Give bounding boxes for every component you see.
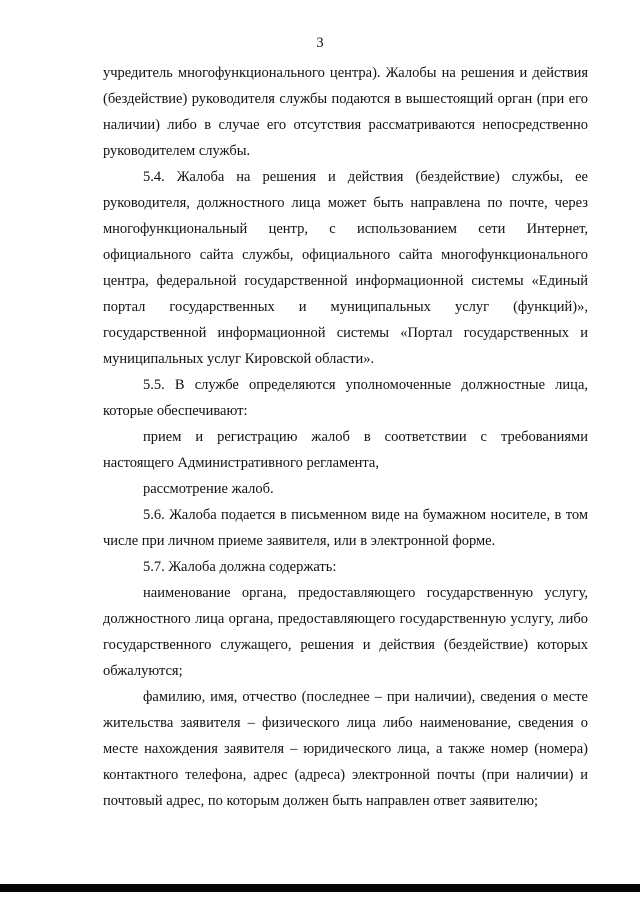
text-line: руководителем службы. bbox=[103, 143, 251, 159]
text-line: наименование органа, предоставляющего государственную услугу, bbox=[143, 585, 588, 601]
text-line: 5.4. Жалоба на решения и действия (бездействие) службы, ее bbox=[143, 169, 588, 185]
text-line: 5.7. Жалоба должна содержать: bbox=[143, 559, 337, 575]
text-line: наличии) либо в случае его отсутствия рассматриваются непосредственно bbox=[103, 117, 588, 133]
text-line: которые обеспечивают: bbox=[103, 403, 248, 419]
text-line: центра, федеральной государственной информационной системы «Единый bbox=[103, 273, 588, 289]
text-line: обжалуются; bbox=[103, 663, 183, 679]
text-line: портал государственных и муниципальных услуг (функций)», bbox=[103, 299, 588, 315]
text-line: государственной информационной системы «Портал государственных и bbox=[103, 325, 588, 341]
text-line: жительства заявителя – физического лица либо наименование, сведения о bbox=[103, 715, 588, 731]
text-line: настоящего Административного регламента, bbox=[103, 455, 379, 471]
text-line: учредитель многофункционального центра). Жалобы на решения и действия bbox=[103, 65, 588, 81]
text-line: муниципальных услуг Кировской области». bbox=[103, 351, 375, 367]
text-line: должностного лица органа, предоставляющего государственную услугу, либо bbox=[103, 611, 588, 627]
text-line: официального сайта службы, официального сайта многофункционального bbox=[103, 247, 588, 263]
page-number: 3 bbox=[316, 35, 324, 51]
text-line: 5.6. Жалоба подается в письменном виде на бумажном носителе, в том bbox=[143, 507, 588, 523]
text-line: контактного телефона, адрес (адреса) электронной почты (при наличии) и bbox=[103, 767, 588, 783]
scan-edge-rule bbox=[0, 884, 640, 892]
text-line: рассмотрение жалоб. bbox=[143, 481, 274, 497]
text-line: почтовый адрес, по которым должен быть направлен ответ заявителю; bbox=[103, 793, 539, 809]
text-line: государственного служащего, решения и действия (бездействие) которых bbox=[103, 637, 588, 653]
text-line: прием и регистрацию жалоб в соответствии с требованиями bbox=[143, 429, 588, 445]
text-line: месте нахождения заявителя – юридического лица, а также номер (номера) bbox=[103, 741, 588, 757]
text-line: многофункциональный центр, с использованием сети Интернет, bbox=[103, 221, 588, 237]
text-line: числе при личном приеме заявителя, или в электронной форме. bbox=[103, 533, 496, 549]
text-line: 5.5. В службе определяются уполномоченные должностные лица, bbox=[143, 377, 588, 393]
text-line: руководителя, должностного лица может быть направлена по почте, через bbox=[103, 195, 588, 211]
text-line: (бездействие) руководителя службы подаются в вышестоящий орган (при его bbox=[103, 91, 588, 107]
text-line: фамилию, имя, отчество (последнее – при наличии), сведения о месте bbox=[143, 689, 588, 705]
